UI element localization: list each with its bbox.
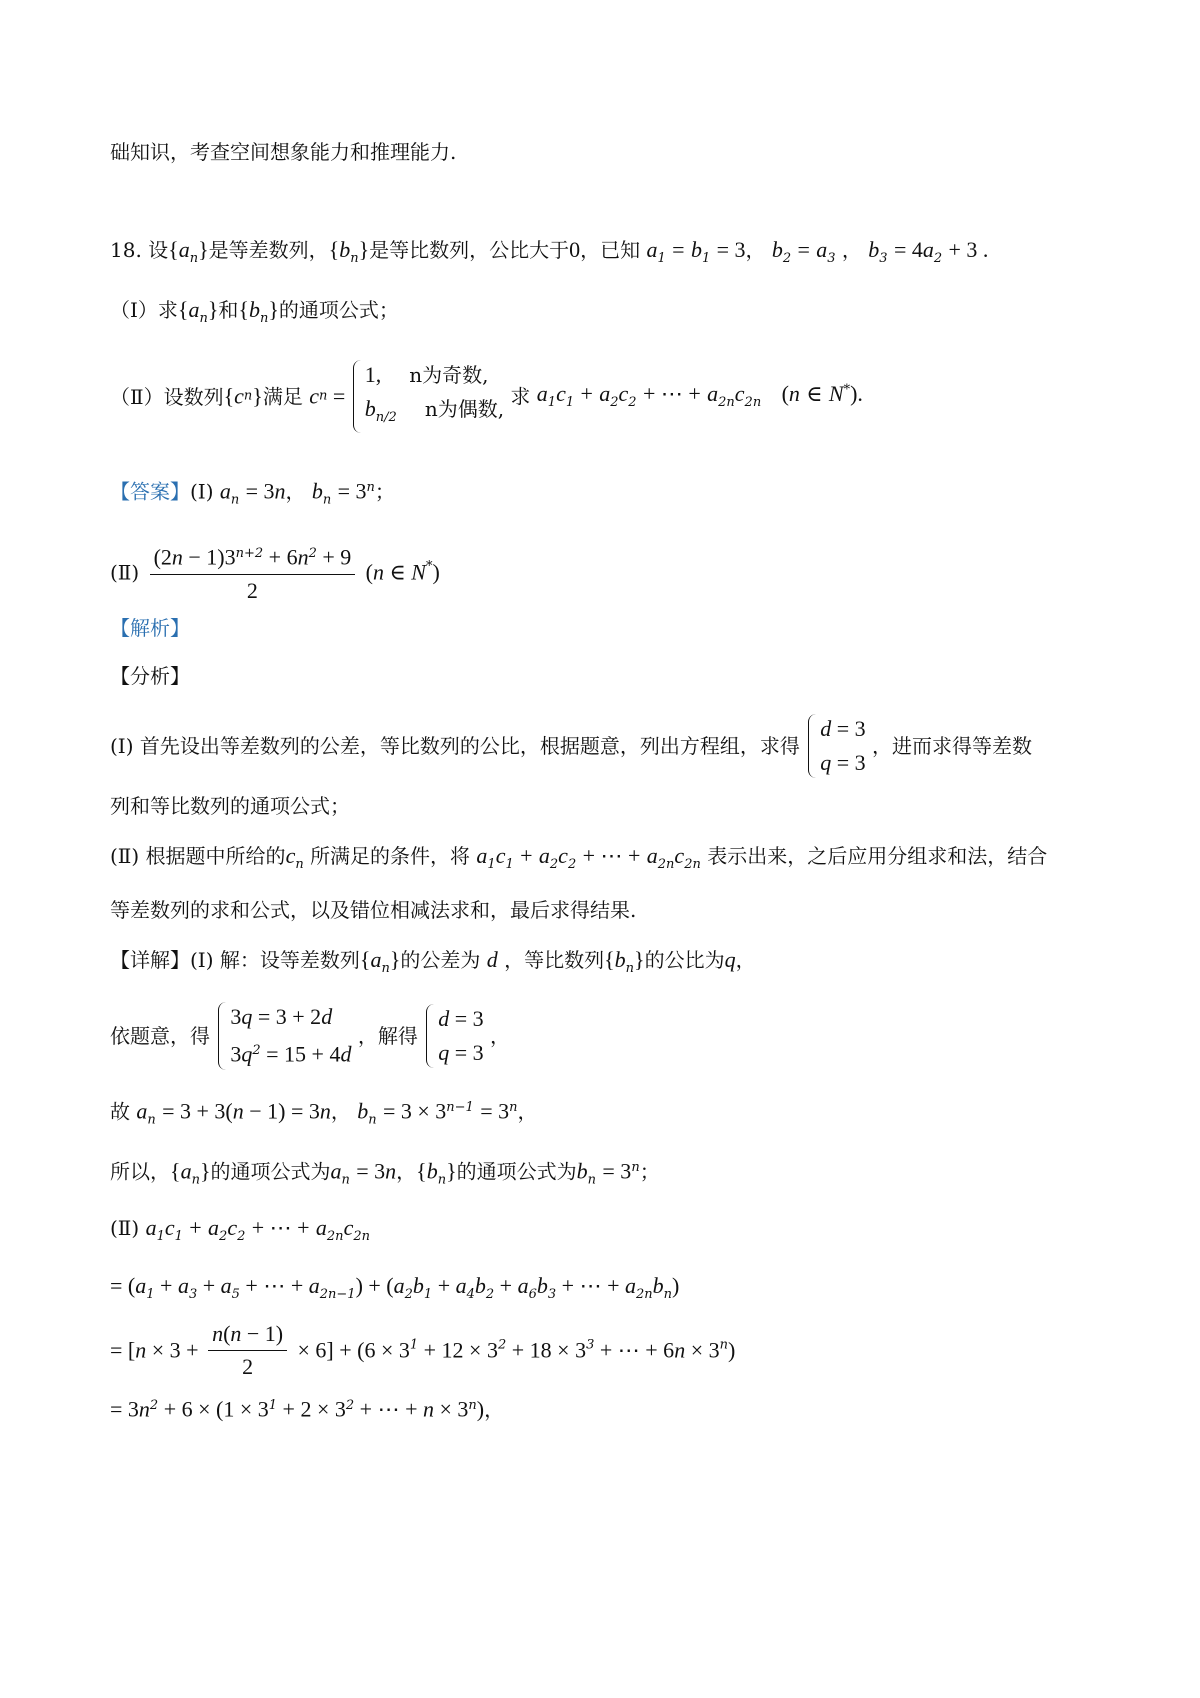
fenxi-heading: 【分析】 xyxy=(110,664,190,688)
answer-tag: 【答案】 xyxy=(110,479,190,504)
detail-line-4: 所以，$\{a_n\}$的通项公式为$a_n = 3n$，$\{b_n\}$的通项公式为$b_n = 3^n$； xyxy=(110,1158,660,1188)
detail-line-5: (Ⅱ) $a_1c_1 + a_2c_2$ + ⋯ + $a_{2n}c_{2n}$ xyxy=(110,1215,370,1244)
answer-part-2: (Ⅱ) $\frac{(2n - 1)3^{n+2} + 6n^2 + 9}{2}$ (n ∈ N*) xyxy=(110,540,440,605)
question-18-stem: 18. 设$\{a_n\}$是等差数列，$\{b_n\}$是等比数列，公比大于0，已知 $a_1 = b_1 = 3$， $b_2 = a_3$ ， $b_3 = 4a_2 + 3$ . xyxy=(110,237,989,266)
detail-line-3: 故 $a_n = 3 + 3(n - 1) = 3n$， $b_n = 3 \times 3^{n-1} = 3^n$， xyxy=(110,1098,538,1128)
intro-tail: 础知识，考查空间想象能力和推理能力. xyxy=(110,140,457,164)
question-part-1: （Ⅰ）求$\{a_n\}$和$\{b_n\}$的通项公式； xyxy=(110,297,399,326)
question-number: 18. xyxy=(110,238,142,262)
question-part-2: （Ⅱ）设数列{cn}满足 cn = 1, n为奇数, $b_{n/2}$ n为偶数, 求 $a_1c_1 + a_2c_2$ + ⋯ + $a_{2n}c_{2n}$ (n ∈ N*). xyxy=(110,358,863,435)
piecewise-system: 1, n为奇数, $b_{n/2}$ n为偶数, xyxy=(351,358,504,435)
fenxi-point-1: (Ⅰ) 首先设出等差数列的公差，等比数列的公比，根据题意，列出方程组，求得 d = 3 q = 3 ，进而求得等差数 xyxy=(110,712,1032,780)
answer-fraction: $\frac{(2n - 1)3^{n+2} + 6n^2 + 9}{2}$ xyxy=(150,540,356,605)
analysis-heading: 【解析】 xyxy=(110,616,190,640)
detail-line-7: = [n × 3 + $\frac{n(n - 1)}{2}$ × $6] + (6 \times 3^1 + 12 \times 3^2 + 18 \times 3^3$ + ⋯ + $6n \times 3^n$) xyxy=(110,1321,736,1379)
answer-part-1: 【答案】(Ⅰ) $a_n = 3n$， $b_n = 3^n$； xyxy=(110,478,395,508)
equation-system: 3q = 3 + 2d $3q^2 = 15 + 4d$ xyxy=(216,1000,351,1072)
detail-line-2: 依题意，得 3q = 3 + 2d $3q^2 = 15 + 4d$ ，解得 d = 3 q = 3 ， xyxy=(110,1000,510,1072)
sum-fraction: $\frac{n(n - 1)}{2}$ xyxy=(208,1320,287,1381)
fenxi-point-1-cont: 列和等比数列的通项公式； xyxy=(110,794,350,818)
fenxi-point-2: (Ⅱ) 根据题中所给的$c_n$ 所满足的条件，将 $a_1c_1 + a_2c_2$ + ⋯ + $a_{2n}c_{2n}$ 表示出来，之后应用分组求和法，结合 xyxy=(110,843,1048,872)
solution-system: d = 3 q = 3 xyxy=(424,1002,483,1070)
detail-line-1: 【详解】(Ⅰ) 解：设等差数列$\{a_n\}$的公差为 d ，等比数列$\{b_n\}$的公比为q， xyxy=(110,947,756,976)
fenxi-system: d = 3 q = 3 xyxy=(806,712,865,780)
detail-line-8: = $3n^2 + 6 \times (1 \times 3^1 + 2 \times 3^2$ + ⋯ + $n \times 3^n$)， xyxy=(110,1396,505,1422)
detail-line-6: = ($a_1 + a_3 + a_5$ + ⋯ + $a_{2n-1}) + (a_2b_1 + a_4b_2 + a_6b_3$ + ⋯ + $a_{2n}b_n$) xyxy=(110,1273,680,1302)
fenxi-point-2-cont: 等差数列的求和公式，以及错位相减法求和，最后求得结果. xyxy=(110,898,637,922)
